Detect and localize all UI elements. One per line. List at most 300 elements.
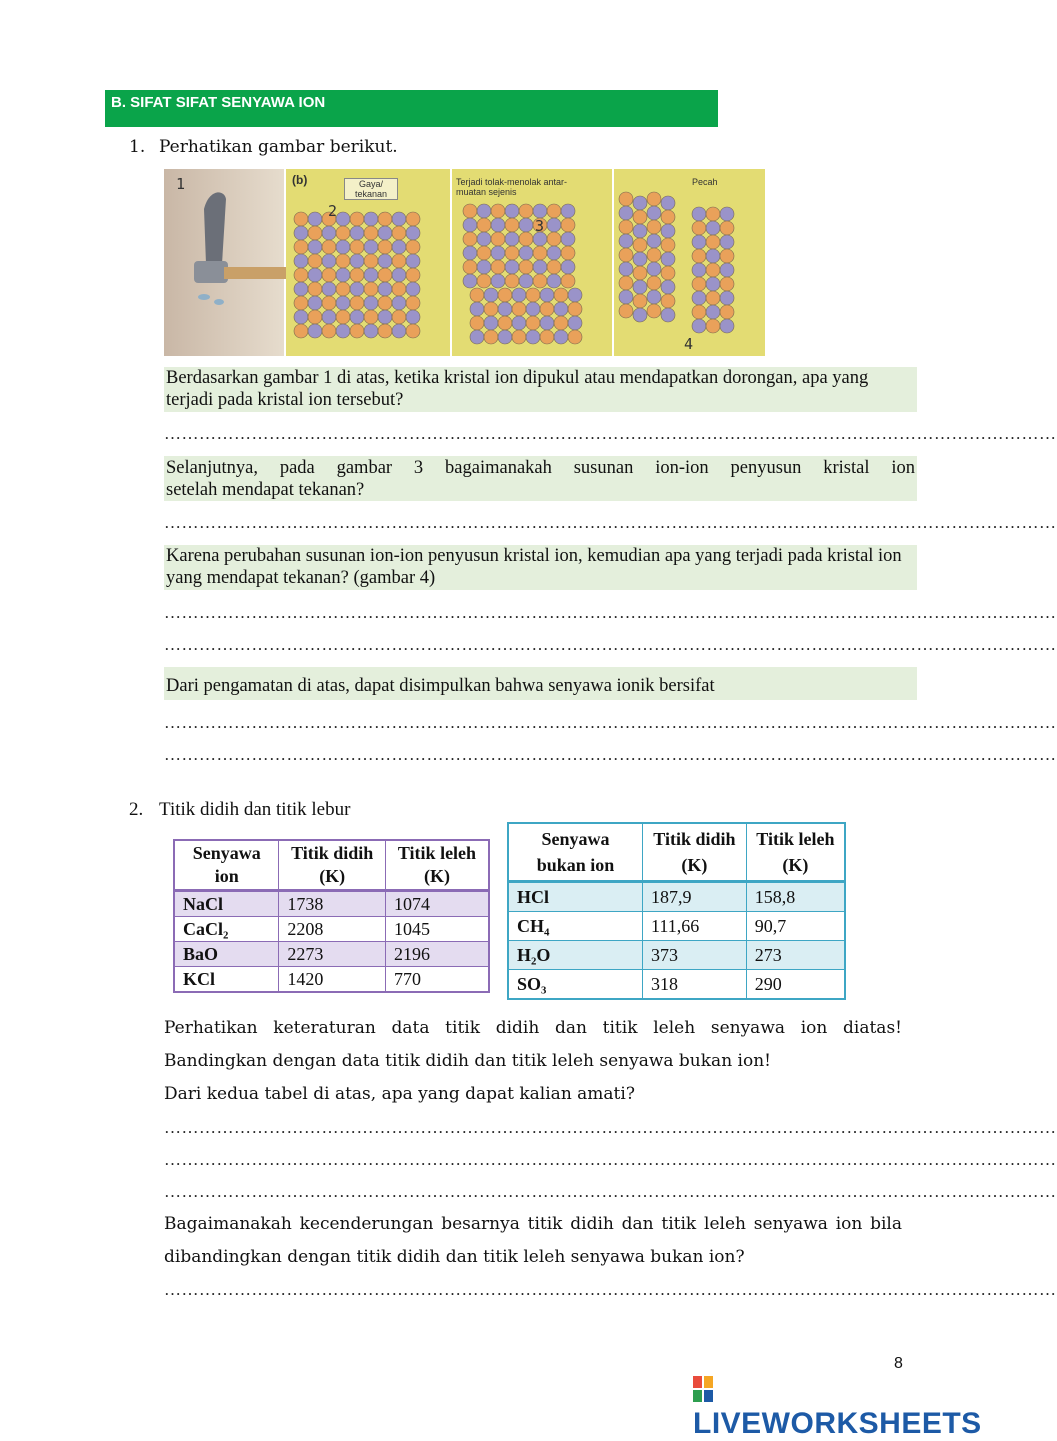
anion-icon <box>378 226 392 240</box>
cation-icon <box>533 246 547 260</box>
cation-icon <box>692 249 706 263</box>
anion-icon <box>619 234 633 248</box>
table-row <box>174 891 489 917</box>
table-cell: 318 <box>643 970 747 1000</box>
anion-icon <box>477 260 491 274</box>
anion-icon <box>519 246 533 260</box>
prompt-4: Dari pengamatan di atas, dapat disimpulkan bahwa senyawa ionik bersifat <box>164 667 917 700</box>
prompt-2-line-1: Selanjutnya, pada gambar 3 bagaimanakah susunan ion-ion penyusun kristal ion <box>166 458 915 478</box>
cation-icon <box>336 226 350 240</box>
panel-b-label: (b) <box>292 173 308 187</box>
cation-icon <box>619 248 633 262</box>
anion-icon <box>491 274 505 288</box>
section-title: B. SIFAT SIFAT SENYAWA ION <box>105 90 718 127</box>
cation-icon <box>294 324 308 338</box>
cation-icon <box>378 212 392 226</box>
cation-icon <box>526 288 540 302</box>
table-row <box>174 942 489 967</box>
cation-icon <box>619 304 633 318</box>
anion-icon <box>661 196 675 210</box>
cation-icon <box>378 268 392 282</box>
anion-icon <box>661 308 675 322</box>
table-row <box>174 967 489 993</box>
anion-icon <box>692 263 706 277</box>
anion-icon <box>392 324 406 338</box>
anion-icon <box>554 330 568 344</box>
cation-icon <box>505 218 519 232</box>
anion-icon <box>406 254 420 268</box>
anion-icon <box>484 288 498 302</box>
cation-icon <box>336 282 350 296</box>
table-cell: 1045 <box>385 917 489 942</box>
table-cell: 158,8 <box>746 882 845 912</box>
answer-line-8[interactable]: ……………………………………………………………………………………………………………………………………… <box>164 1150 1057 1169</box>
non-ion-table-header-cell: Titik leleh (K) <box>746 823 845 882</box>
anion-icon <box>378 254 392 268</box>
table-cell: 2208 <box>279 917 386 942</box>
anion-icon <box>350 310 364 324</box>
anion-icon <box>364 212 378 226</box>
fig-label-1: 1 <box>176 175 186 193</box>
cation-icon <box>619 276 633 290</box>
cation-icon <box>512 302 526 316</box>
cation-icon <box>720 249 734 263</box>
cation-icon <box>392 282 406 296</box>
cation-icon <box>322 324 336 338</box>
cation-icon <box>491 232 505 246</box>
table-cell: 273 <box>746 941 845 970</box>
q2-para-line-3: Dari kedua tabel di atas, apa yang dapat kalian amati? <box>164 1084 635 1104</box>
q2-para-line-5: dibandingkan dengan titik didih dan titik leleh senyawa bukan ion? <box>164 1247 745 1267</box>
cation-icon <box>706 207 720 221</box>
cation-icon <box>519 260 533 274</box>
cation-icon <box>364 254 378 268</box>
panel-c <box>452 169 614 356</box>
anion-icon <box>692 291 706 305</box>
anion-icon <box>392 268 406 282</box>
anion-icon <box>720 263 734 277</box>
cation-icon <box>463 204 477 218</box>
anion-icon <box>477 232 491 246</box>
anion-icon <box>336 212 350 226</box>
anion-icon <box>364 240 378 254</box>
panel-d <box>614 169 765 356</box>
prompt-1: Berdasarkan gambar 1 di atas, ketika kristal ion dipukul atau mendapatkan dorongan, apa yang terjadi pada kristal ion tersebut? <box>164 367 917 412</box>
cation-icon <box>477 274 491 288</box>
anion-icon <box>463 218 477 232</box>
anion-icon <box>484 316 498 330</box>
cation-icon <box>706 263 720 277</box>
table-cell: CH₄ <box>508 912 643 941</box>
anion-icon <box>350 226 364 240</box>
anion-icon <box>561 232 575 246</box>
crystal-figure <box>164 169 765 356</box>
non-ion-table-header <box>508 823 845 882</box>
non-ion-table-header-cell: Titik didih (K) <box>643 823 747 882</box>
cation-icon <box>378 240 392 254</box>
cation-icon <box>540 302 554 316</box>
cation-icon <box>350 212 364 226</box>
cation-icon <box>512 330 526 344</box>
cation-icon <box>633 294 647 308</box>
cation-icon <box>463 232 477 246</box>
anion-icon <box>540 316 554 330</box>
anion-icon <box>406 310 420 324</box>
cation-icon <box>505 246 519 260</box>
anion-icon <box>547 218 561 232</box>
anion-icon <box>294 254 308 268</box>
anion-icon <box>568 316 582 330</box>
ion-table-header-cell: Titik didih (K) <box>279 840 386 891</box>
anion-icon <box>561 204 575 218</box>
cation-icon <box>706 319 720 333</box>
anion-icon <box>568 288 582 302</box>
anion-icon <box>526 302 540 316</box>
anion-icon <box>470 330 484 344</box>
table-cell: 111,66 <box>643 912 747 941</box>
anion-icon <box>619 206 633 220</box>
table-cell: 90,7 <box>746 912 845 941</box>
anion-icon <box>633 280 647 294</box>
anion-icon <box>692 207 706 221</box>
anion-icon <box>378 282 392 296</box>
cation-icon <box>561 274 575 288</box>
table-cell: 290 <box>746 970 845 1000</box>
cation-icon <box>561 246 575 260</box>
brand-badge-icon <box>693 1376 713 1402</box>
cation-icon <box>336 254 350 268</box>
anion-icon <box>336 240 350 254</box>
anion-icon <box>661 280 675 294</box>
anion-icon <box>633 308 647 322</box>
table-cell: 187,9 <box>643 882 747 912</box>
anion-icon <box>720 207 734 221</box>
table-cell: 1074 <box>385 891 489 917</box>
q1-title: Perhatikan gambar berikut. <box>159 137 398 157</box>
anion-icon <box>554 302 568 316</box>
gaya-caption: Gaya/ tekanan <box>344 178 398 200</box>
cation-icon <box>647 220 661 234</box>
table-row <box>508 970 845 1000</box>
anion-icon <box>498 330 512 344</box>
cation-icon <box>661 210 675 224</box>
anion-icon <box>540 288 554 302</box>
cation-icon <box>547 232 561 246</box>
q1-number: 1. <box>129 137 146 157</box>
cation-icon <box>519 204 533 218</box>
cation-icon <box>619 220 633 234</box>
anion-icon <box>364 324 378 338</box>
cation-icon <box>505 274 519 288</box>
answer-line-9[interactable]: ……………………………………………………………………………………………………………………………………… <box>164 1182 1057 1201</box>
cation-icon <box>294 296 308 310</box>
cation-icon <box>568 330 582 344</box>
cation-icon <box>540 330 554 344</box>
q2-para-line-2: Bandingkan dengan data titik didih dan titik leleh senyawa bukan ion! <box>164 1051 771 1071</box>
non-ion-table-header-cell: Senyawa bukan ion <box>508 823 643 882</box>
brand-name: LIVEWORKSHEETS <box>693 1407 982 1440</box>
anion-icon <box>364 268 378 282</box>
cation-icon <box>491 204 505 218</box>
brand-logo <box>693 1373 1000 1441</box>
anion-icon <box>322 310 336 324</box>
anion-icon <box>647 262 661 276</box>
cation-icon <box>336 310 350 324</box>
prompt-2 <box>164 456 917 501</box>
anion-icon <box>364 296 378 310</box>
answer-line-7[interactable]: ……………………………………………………………………………………………………………………………………… <box>164 1118 1057 1137</box>
cation-icon <box>350 268 364 282</box>
table-cell: KCl <box>174 967 279 993</box>
cation-icon <box>547 204 561 218</box>
anion-icon <box>706 305 720 319</box>
cation-icon <box>392 226 406 240</box>
anion-icon <box>350 254 364 268</box>
anion-icon <box>406 226 420 240</box>
anion-icon <box>308 240 322 254</box>
q2-para-line-1: Perhatikan keteraturan data titik didih dan titik leleh senyawa ion diatas! <box>164 1018 902 1038</box>
answer-line-5[interactable]: ……………………………………………………………………………………………………………………………………… <box>164 713 1057 732</box>
anion-icon <box>633 196 647 210</box>
cation-icon <box>484 302 498 316</box>
anion-icon <box>720 235 734 249</box>
cation-icon <box>350 296 364 310</box>
anion-icon <box>322 226 336 240</box>
anion-icon <box>294 282 308 296</box>
anion-icon <box>498 302 512 316</box>
anion-icon <box>547 246 561 260</box>
cation-icon <box>547 260 561 274</box>
table-cell: 373 <box>643 941 747 970</box>
anion-icon <box>322 282 336 296</box>
cation-icon <box>720 305 734 319</box>
anion-icon <box>526 330 540 344</box>
anion-icon <box>647 234 661 248</box>
cation-icon <box>633 210 647 224</box>
table-cell: SO₃ <box>508 970 643 1000</box>
answer-line-1[interactable]: ……………………………………………………………………………………………………………………………………… <box>164 424 1057 443</box>
anion-icon <box>519 218 533 232</box>
anion-icon <box>378 310 392 324</box>
cation-icon <box>661 238 675 252</box>
cation-icon <box>294 268 308 282</box>
cation-icon <box>322 296 336 310</box>
cation-icon <box>692 277 706 291</box>
anion-icon <box>519 274 533 288</box>
anion-icon <box>633 224 647 238</box>
cation-icon <box>491 260 505 274</box>
answer-line-4[interactable]: ……………………………………………………………………………………………………………………………………… <box>164 635 1057 654</box>
answer-line-3[interactable]: ……………………………………………………………………………………………………………………………………… <box>164 603 1057 622</box>
table-cell: BaO <box>174 942 279 967</box>
fig-label-3: 3 <box>535 217 545 235</box>
cation-icon <box>647 192 661 206</box>
anion-icon <box>463 246 477 260</box>
cation-icon <box>477 218 491 232</box>
anion-icon <box>619 262 633 276</box>
table-row <box>174 917 489 942</box>
non-ion-table <box>507 822 846 1000</box>
cation-icon <box>322 268 336 282</box>
table-cell: 2196 <box>385 942 489 967</box>
anion-icon <box>308 268 322 282</box>
answer-line-6[interactable]: ……………………………………………………………………………………………………………………………………… <box>164 745 1057 764</box>
table-cell: 2273 <box>279 942 386 967</box>
table-cell: HCl <box>508 882 643 912</box>
cation-icon <box>477 246 491 260</box>
cation-icon <box>561 218 575 232</box>
anion-icon <box>491 246 505 260</box>
anion-icon <box>505 260 519 274</box>
answer-line-10[interactable]: ……………………………………………………………………………………………………………………………………… <box>164 1280 1057 1299</box>
q2-para-line-4: Bagaimanakah kecenderungan besarnya titik didih dan titik leleh senyawa ion bila <box>164 1214 902 1234</box>
cation-icon <box>406 268 420 282</box>
table-cell: 1738 <box>279 891 386 917</box>
cation-icon <box>526 316 540 330</box>
anion-icon <box>406 282 420 296</box>
lattice-d-icon <box>614 169 765 356</box>
cation-icon <box>294 240 308 254</box>
ion-table-header-cell: Senyawa ion <box>174 840 279 891</box>
cation-icon <box>392 310 406 324</box>
anion-icon <box>533 204 547 218</box>
anion-icon <box>561 260 575 274</box>
cation-icon <box>647 304 661 318</box>
anion-icon <box>336 324 350 338</box>
cation-icon <box>364 226 378 240</box>
cation-icon <box>498 288 512 302</box>
tolak-caption: Terjadi tolak-menolak antar-muatan sejenis <box>456 177 568 197</box>
cation-icon <box>706 235 720 249</box>
cation-icon <box>554 316 568 330</box>
answer-line-2[interactable]: ……………………………………………………………………………………………………………………………………… <box>164 513 1057 532</box>
anion-icon <box>350 282 364 296</box>
anion-icon <box>322 254 336 268</box>
cation-icon <box>406 296 420 310</box>
cation-icon <box>406 324 420 338</box>
anion-icon <box>661 252 675 266</box>
cation-icon <box>364 282 378 296</box>
prompt-3: Karena perubahan susunan ion-ion penyusun kristal ion, kemudian apa yang terjadi pada kristal ion yang mendapat tekanan? (gambar 4) <box>164 545 917 590</box>
anion-icon <box>463 274 477 288</box>
hammer-panel <box>164 169 286 356</box>
cation-icon <box>406 240 420 254</box>
fig-label-2: 2 <box>328 202 338 220</box>
anion-icon <box>477 204 491 218</box>
q2-title: Titik didih dan titik lebur <box>159 799 351 820</box>
cation-icon <box>661 266 675 280</box>
cation-icon <box>470 316 484 330</box>
cation-icon <box>378 324 392 338</box>
prompt-2-line-2: setelah mendapat tekanan? <box>166 480 365 500</box>
anion-icon <box>692 319 706 333</box>
anion-icon <box>294 310 308 324</box>
anion-icon <box>336 296 350 310</box>
page-number: 8 <box>894 1355 903 1372</box>
table-row <box>508 882 845 912</box>
cation-icon <box>350 324 364 338</box>
anion-icon <box>706 277 720 291</box>
anion-icon <box>505 204 519 218</box>
anion-icon <box>661 224 675 238</box>
hammer-icon <box>164 169 286 356</box>
cation-icon <box>350 240 364 254</box>
ion-table-header <box>174 840 489 891</box>
cation-icon <box>519 232 533 246</box>
anion-icon <box>547 274 561 288</box>
q2-number: 2. <box>129 799 144 820</box>
cation-icon <box>647 248 661 262</box>
anion-icon <box>308 296 322 310</box>
cation-icon <box>294 212 308 226</box>
cation-icon <box>406 212 420 226</box>
cation-icon <box>633 266 647 280</box>
table-row <box>508 941 845 970</box>
cation-icon <box>308 282 322 296</box>
cation-icon <box>308 310 322 324</box>
cation-icon <box>378 296 392 310</box>
anion-icon <box>692 235 706 249</box>
cation-icon <box>720 277 734 291</box>
cation-icon <box>661 294 675 308</box>
cation-icon <box>554 288 568 302</box>
anion-icon <box>706 249 720 263</box>
fig-label-4: 4 <box>684 335 694 353</box>
anion-icon <box>392 296 406 310</box>
anion-icon <box>512 316 526 330</box>
anion-icon <box>533 260 547 274</box>
anion-icon <box>720 291 734 305</box>
anion-icon <box>392 240 406 254</box>
table-cell: NaCl <box>174 891 279 917</box>
cation-icon <box>533 274 547 288</box>
anion-icon <box>647 206 661 220</box>
cation-icon <box>498 316 512 330</box>
table-cell: CaCl₂ <box>174 917 279 942</box>
cation-icon <box>647 276 661 290</box>
lattice-c-icon <box>452 169 614 356</box>
anion-icon <box>308 212 322 226</box>
table-cell: 770 <box>385 967 489 993</box>
cation-icon <box>322 240 336 254</box>
pecah-caption: Pecah <box>692 177 718 187</box>
anion-icon <box>392 212 406 226</box>
table-row <box>508 912 845 941</box>
cation-icon <box>706 291 720 305</box>
anion-icon <box>470 302 484 316</box>
anion-icon <box>720 319 734 333</box>
anion-icon <box>308 324 322 338</box>
cation-icon <box>568 302 582 316</box>
cation-icon <box>619 192 633 206</box>
cation-icon <box>633 238 647 252</box>
cation-icon <box>308 226 322 240</box>
anion-icon <box>633 252 647 266</box>
ion-table-header-cell: Titik leleh (K) <box>385 840 489 891</box>
cation-icon <box>484 330 498 344</box>
cation-icon <box>364 310 378 324</box>
table-cell: 1420 <box>279 967 386 993</box>
anion-icon <box>505 232 519 246</box>
cation-icon <box>692 221 706 235</box>
anion-icon <box>647 290 661 304</box>
table-cell: H₂O <box>508 941 643 970</box>
cation-icon <box>392 254 406 268</box>
cation-icon <box>463 260 477 274</box>
anion-icon <box>512 288 526 302</box>
anion-icon <box>706 221 720 235</box>
cation-icon <box>720 221 734 235</box>
